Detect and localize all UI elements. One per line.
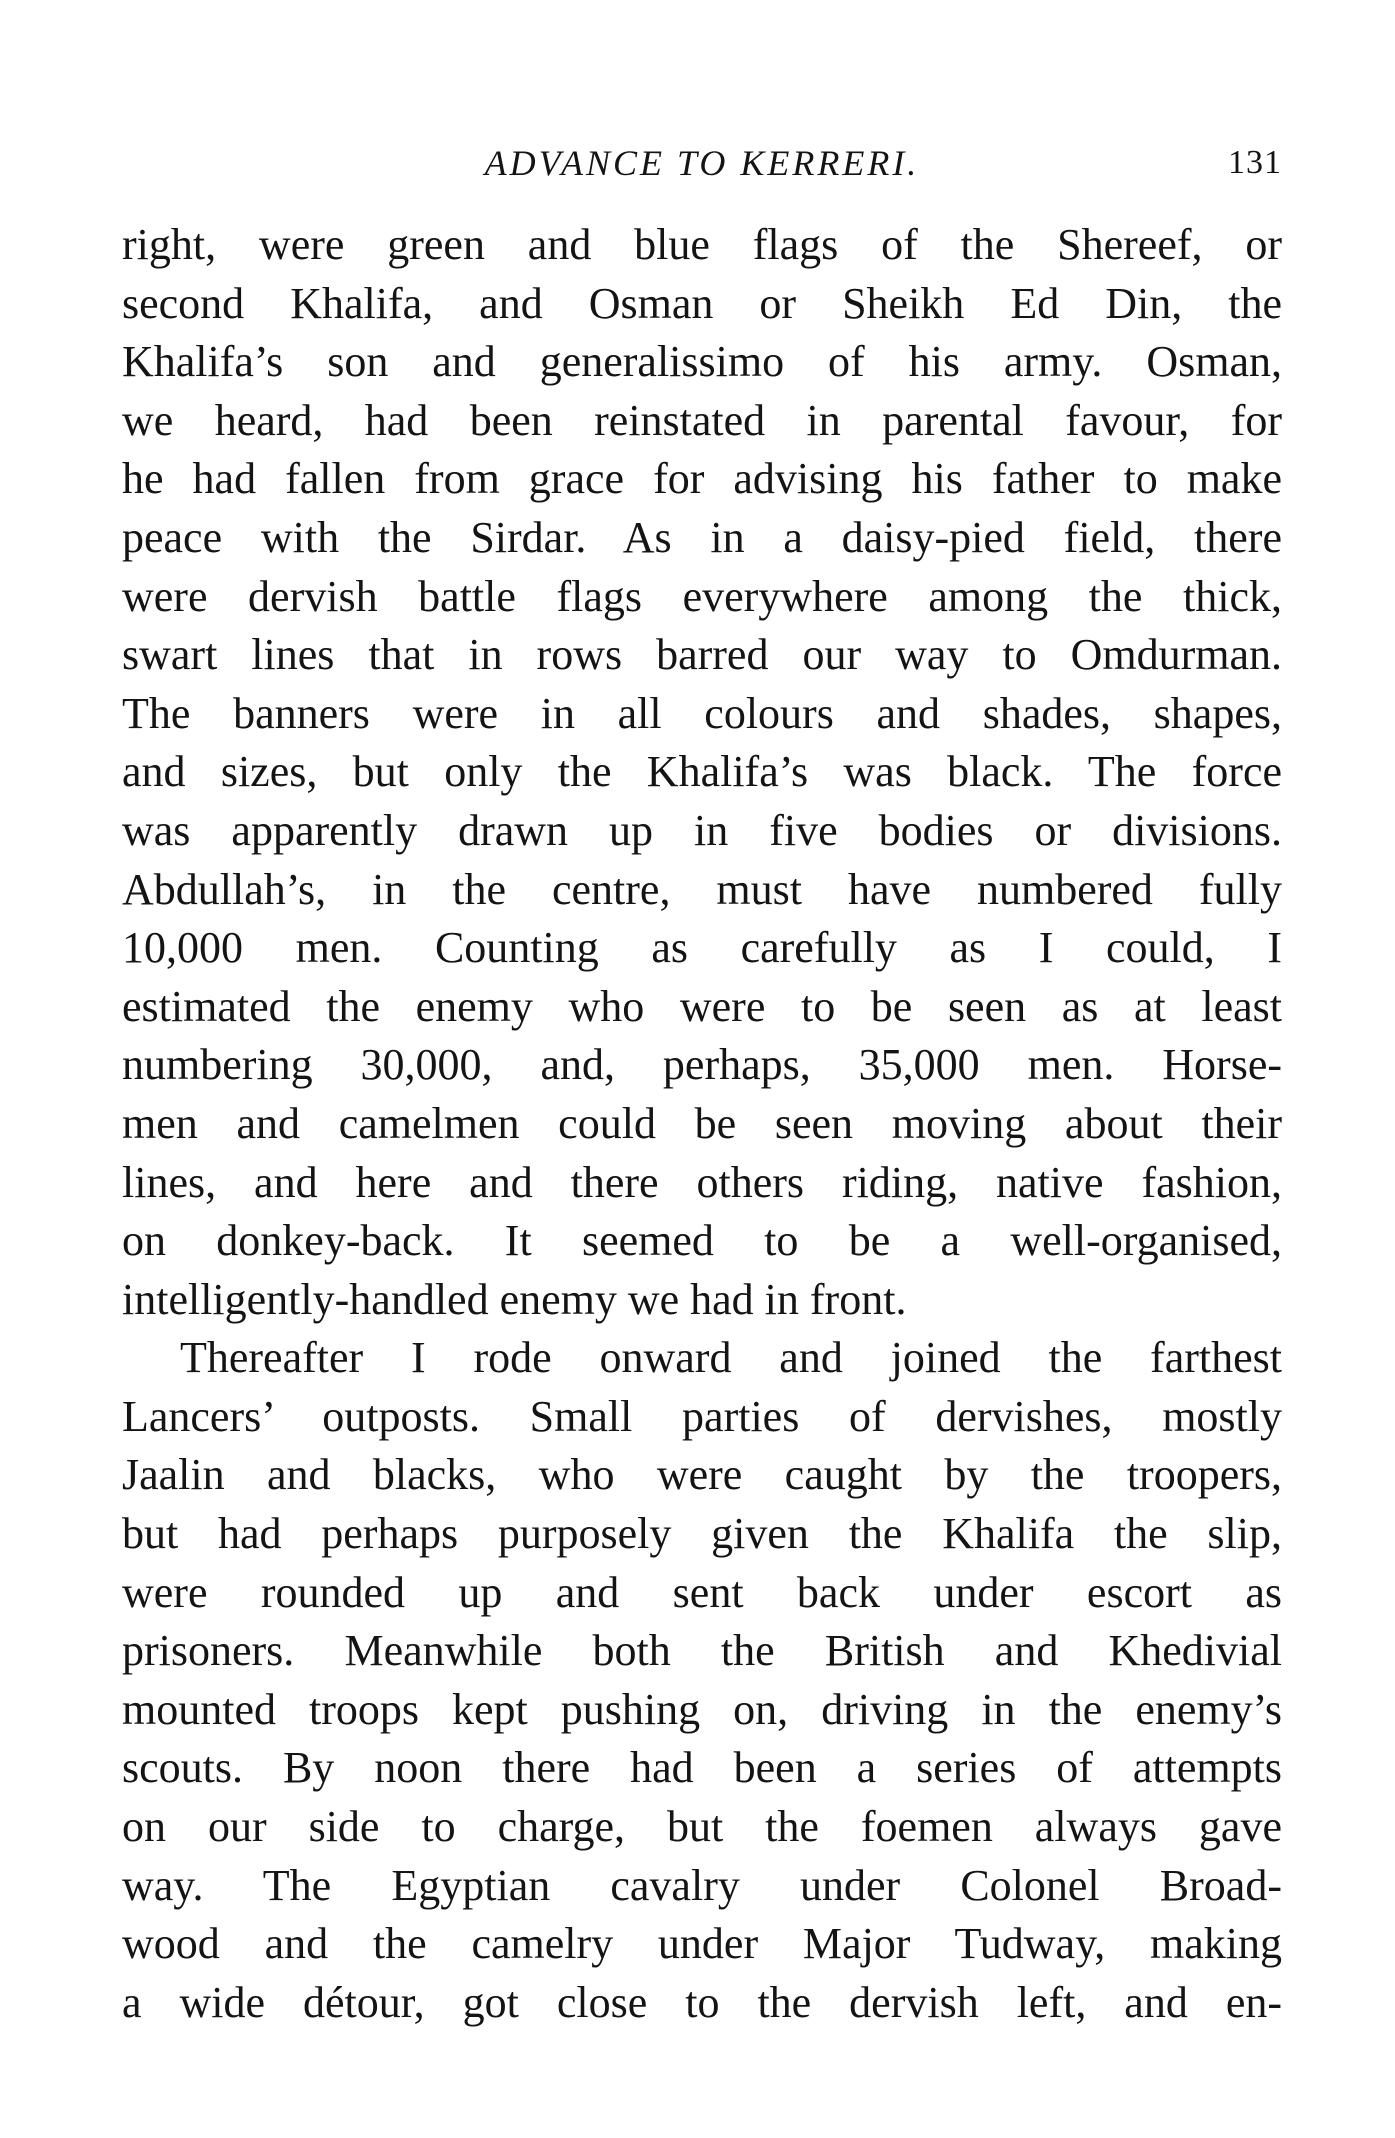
text-line: estimated the enemy who were to be seen as at least xyxy=(122,981,1282,1031)
text-line: were rounded up and sent back under escort as xyxy=(122,1567,1282,1617)
text-line: right, were green and blue flags of the Shereef, or xyxy=(122,220,1282,269)
text-line: mounted troops kept pushing on, driving in the enemy’s xyxy=(122,1684,1282,1734)
text-line: Jaalin and blacks, who were caught by the troopers, xyxy=(122,1450,1282,1500)
text-line: was apparently drawn up in five bodies or divisions. xyxy=(122,805,1282,855)
text-line: on our side to charge, but the foemen always gave xyxy=(122,1802,1282,1852)
text-line: a wide détour, got close to the dervish left, and en- xyxy=(122,1977,1282,2027)
paragraph-start-line: Thereafter I rode onward and joined the farthest xyxy=(180,1333,1282,1383)
text-line: but had perhaps purposely given the Khalifa the slip, xyxy=(122,1509,1282,1559)
text-line: Lancers’ outposts. Small parties of dervishes, mostly xyxy=(122,1391,1282,1441)
text-line: on donkey-back. It seemed to be a well-organised, xyxy=(122,1216,1282,1266)
running-title: ADVANCE TO KERRERI. xyxy=(484,143,920,183)
text-line: prisoners. Meanwhile both the British and Khedivial xyxy=(122,1626,1282,1676)
text-line: 10,000 men. Counting as carefully as I could, I xyxy=(122,923,1282,973)
text-line: Abdullah’s, in the centre, must have numbered fully xyxy=(122,864,1282,914)
text-line: Khalifa’s son and generalissimo of his army. Osman, xyxy=(122,337,1282,387)
text-line: and sizes, but only the Khalifa’s was black. The force xyxy=(122,747,1282,797)
text-line: The banners were in all colours and shades, shapes, xyxy=(122,688,1282,738)
text-line: peace with the Sirdar. As in a daisy-pied field, there xyxy=(122,512,1282,562)
text-line: second Khalifa, and Osman or Sheikh Ed Din, the xyxy=(122,278,1282,328)
page-number: 131 xyxy=(1228,144,1282,181)
body-text xyxy=(122,216,1282,2032)
text-line: way. The Egyptian cavalry under Colonel Broad- xyxy=(122,1860,1282,1910)
text-line: we heard, had been reinstated in parental favour, for xyxy=(122,395,1282,445)
text-line: numbering 30,000, and, perhaps, 35,000 men. Horse- xyxy=(122,1040,1282,1090)
text-line: men and camelmen could be seen moving about their xyxy=(122,1098,1282,1148)
text-line: swart lines that in rows barred our way to Omdurman. xyxy=(122,630,1282,680)
text-line: he had fallen from grace for advising his father to make xyxy=(122,454,1282,504)
text-line: wood and the camelry under Major Tudway, making xyxy=(122,1919,1282,1969)
text-line: lines, and here and there others riding, native fashion, xyxy=(122,1157,1282,1207)
running-head xyxy=(122,142,1282,192)
paragraph-end-line: intelligently-handled enemy we had in front. xyxy=(122,1274,907,1324)
text-line: scouts. By noon there had been a series of attempts xyxy=(122,1743,1282,1793)
text-line: were dervish battle flags everywhere among the thick, xyxy=(122,571,1282,621)
